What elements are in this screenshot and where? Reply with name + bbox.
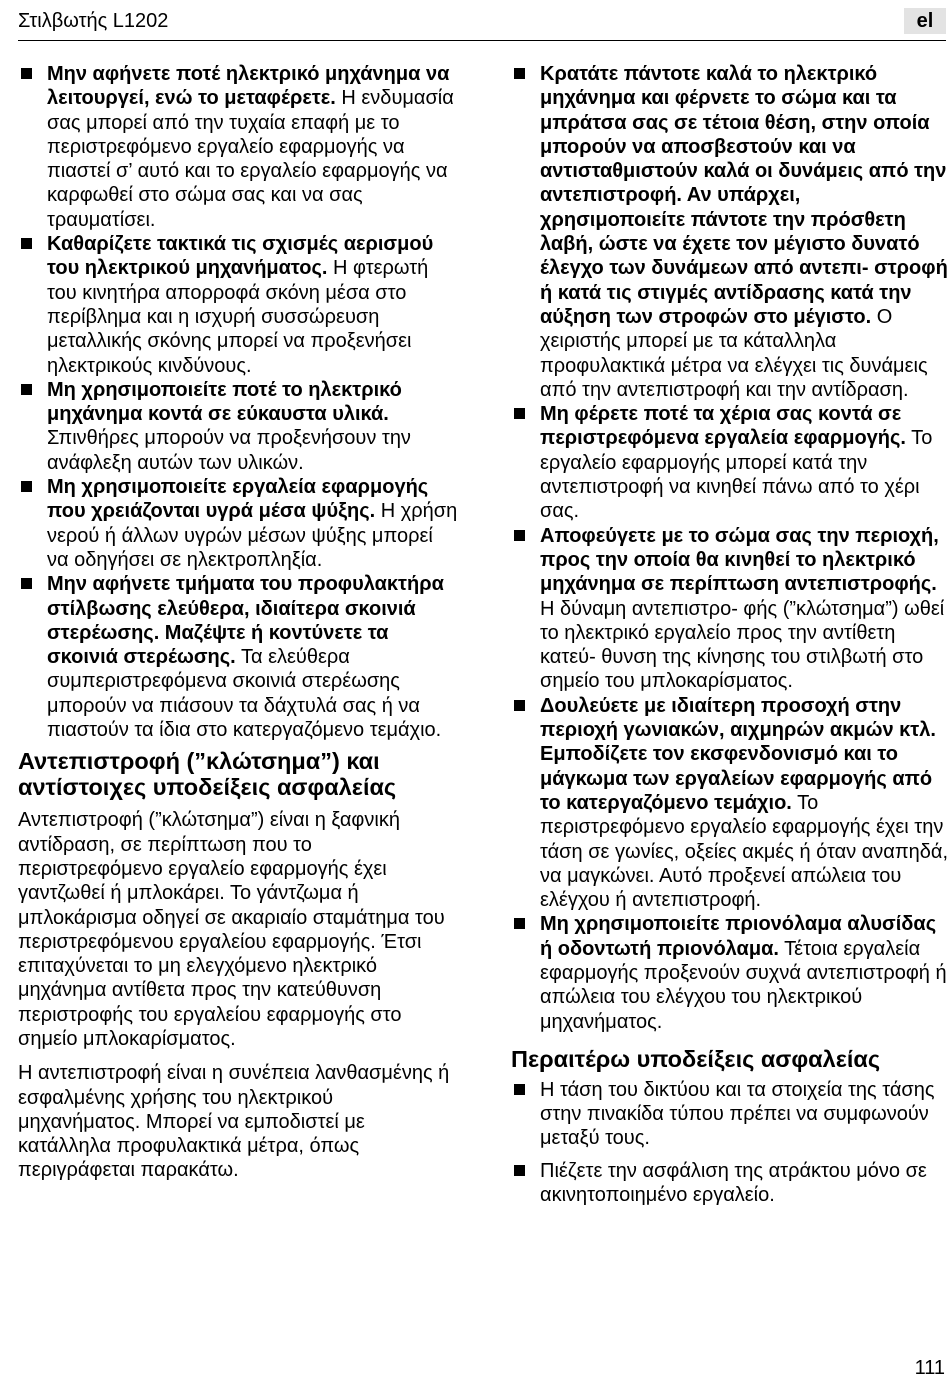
safety-item [511, 62, 949, 402]
kickback-paragraph: Η αντεπιστροφή είναι η συνέπεια λανθασμένης ή εσφαλμένης χρήσης του ηλεκτρικού μηχανήματος. Μπορεί να εμποδιστεί με κατάλληλα προφυλακτικά μέτρα, όπως περιγράφεται παρακάτω. [18, 1062, 450, 1182]
left-column [18, 62, 458, 1193]
safety-item-text: Το εργαλείο εφαρμογής μπορεί κατά την αντεπιστροφή να κινηθεί πάνω από το χέρι σας. [540, 427, 933, 523]
further-safety-text: Πιέζετε την ασφάλιση της ατράκτου μόνο σε ακινητοποιημένο εργαλείο. [540, 1159, 927, 1207]
square-bullet-icon [21, 68, 32, 79]
safety-item [18, 378, 458, 475]
page-header [18, 6, 946, 41]
safety-item [511, 912, 949, 1033]
square-bullet-icon [21, 578, 32, 589]
square-bullet-icon [514, 918, 525, 929]
safety-item-text: Η φτερωτή του κινητήρα απορροφά σκόνη μέσα στο περίβλημα και η ισχυρή συσσώρευση μεταλλικής σκόνης μπορεί να προξενήσει ηλεκτρικούς κινδύνους. [47, 257, 429, 377]
safety-item-text: Τα ελεύθερα συμπεριστρεφόμενα σκοινιά στερέωσης μπορούν να πιάσουν τα δάχτυλά σας ή να πιαστούν τα ίδια στο κατεργαζόμενο τεμάχιο. [47, 646, 442, 742]
safety-item-text: Η ενδυμασία σας μπορεί από την τυχαία επαφή με το περιστρεφόμενο εργαλείο εφαρμογής να πιαστεί σ’ αυτό και το εργαλείο εφαρμογής να καρφωθεί στο σώμα σας και να σας τραυματίσει. [47, 87, 454, 231]
square-bullet-icon [21, 384, 32, 395]
safety-item-text: Το περιστρεφόμενο εργαλείο εφαρμογής έχει την τάση σε γωνίες, οξείες ακμές ή όταν αναπηδά, να μαγκώνει. Αυτό προξενεί απώλεια του ελέγχου ή αντεπιστροφή. [540, 791, 949, 912]
safety-item-heading: Μη χρησιμοποιείτε πριονόλαμα αλυσίδας ή οδοντωτή πριονόλαμα. [540, 913, 937, 960]
square-bullet-icon [21, 238, 32, 249]
safety-item [18, 62, 458, 232]
safety-item-heading: Αποφεύγετε με το σώμα σας την περιοχή, προς την οποία θα κινηθεί το ηλεκτρικό μηχάνημα σε περίπτωση αντεπιστροφής. [540, 524, 939, 596]
safety-item [18, 475, 458, 572]
safety-item-heading: Μη χρησιμοποιείτε ποτέ το ηλεκτρικό μηχάνημα κοντά σε εύκαυστα υλικά. [47, 378, 402, 426]
language-badge: el [904, 8, 946, 34]
square-bullet-icon [514, 408, 525, 419]
safety-item-heading: Κρατάτε πάντοτε καλά το ηλεκτρικό μηχάνημα και φέρνετε το σώμα και τα μπράτσα σας σε τέτοια θέση, στην οποία μπορούν να αποσβεστούν και να αντισταθμιστούν καλά οι δυνάμεις από την αντεπιστροφή. Αν υπάρχει, χρησιμοποιείτε πάντοτε την πρόσθετη λαβή, ώστε να έχετε τον μέγιστο δυνατό έλεγχο των δυνάμεων από αντεπι- στροφή ή κατά τις στιγμές αντίδρασης κατά την αύξηση των στροφών στο μέγιστο. [540, 63, 948, 328]
further-safety-heading: Περαιτέρω υποδείξεις ασφαλείας [511, 1045, 881, 1072]
safety-item-text: Ο χειριστής μπορεί με τα κάταλληλα προφυλακτικά μέτρα να ελέγχει τις δυνάμεις από την αντεπιστροφή και την αντίδραση. [540, 305, 928, 401]
square-bullet-icon [514, 700, 525, 711]
safety-item-text: Σπινθήρες μπορούν να προξενήσουν την ανάφλεξη αυτών των υλικών. [47, 427, 411, 474]
square-bullet-icon [514, 1165, 525, 1176]
document-title: Στιλβωτής L1202 [18, 10, 169, 32]
safety-item-text: Η χρήση νερού ή άλλων υγρών μέσων ψύξης μπορεί να οδηγήσει σε ηλεκτροπληξία. [47, 500, 458, 571]
kickback-paragraph: Αντεπιστροφή (”κλώτσημα”) είναι η ξαφνική αντίδραση, σε περίπτωση που το περιστρεφόμενο εργαλείο εφαρμογής έχει γαντζωθεί ή μπλοκάρει. Το γάντζωμα ή μπλοκάρισμα οδηγεί σε ακαριαίο σταμάτημα του περιστρεφόμενου εργαλείου εφαρμογής. Έτσι επιταχύνεται το μη ελεγχόμενο ηλεκτρικό μηχάνημα αντίθετα προς την κατεύθυνση περιστροφής του εργαλείου εφαρμογής στο σημείο μπλοκαρίσματος. [18, 809, 445, 1050]
safety-item [511, 402, 949, 523]
safety-item [511, 524, 949, 694]
kickback-section-heading: Αντεπιστροφή (”κλώτσημα”) και αντίστοιχες υποδείξεις ασφαλείας [18, 748, 397, 801]
safety-item-text: Τέτοια εργαλεία εφαρμογής προξενούν συχνά αντεπιστροφή ή απώλεια του ελέγχου του ηλεκτρικού μηχανήματος. [540, 937, 947, 1033]
right-column [511, 62, 949, 1215]
safety-item-text: Η δύναμη αντεπιστρο- φής (”κλώτσημα”) ωθεί το ηλεκτρικό εργαλείο προς την αντίθετη κατεύ- θυνση της κίνησης του στιλβωτή στο σημείο του μπλοκαρίσματος. [540, 597, 945, 693]
safety-item-heading: Δουλεύετε με ιδιαίτερη προσοχή στην περιοχή γωνιακών, αιχμηρών ακμών κτλ. Εμποδίζετε τον εκσφενδονισμό και το μάγκωμα των εργαλείων εφαρμογής από το κατεργαζόμενο τεμάχιο. [540, 694, 936, 814]
further-safety-item [511, 1159, 949, 1208]
safety-item [18, 232, 458, 378]
safety-item [18, 572, 458, 742]
further-safety-text: Η τάση του δικτύου και τα στοιχεία της τάσης στην πινακίδα τύπου πρέπει να συμφωνούν μεταξύ τους. [540, 1078, 935, 1150]
further-safety-item [511, 1078, 949, 1151]
safety-item [511, 694, 949, 913]
square-bullet-icon [514, 68, 525, 79]
safety-item-heading: Μην αφήνετε ποτέ ηλεκτρικό μηχάνημα να λειτουργεί, ενώ το μεταφέρετε. [47, 63, 450, 110]
safety-item-heading: Μη φέρετε ποτέ τα χέρια σας κοντά σε περιστρεφόμενα εργαλεία εφαρμογής. [540, 403, 906, 450]
square-bullet-icon [514, 1084, 525, 1095]
square-bullet-icon [21, 481, 32, 492]
safety-item-heading: Μη χρησιμοποιείτε εργαλεία εφαρμογής που χρειάζονται υγρά μέσα ψύξης. [47, 476, 429, 523]
safety-item-heading: Καθαρίζετε τακτικά τις σχισμές αερισμού του ηλεκτρικού μηχανήματος. [47, 233, 434, 280]
safety-item-heading: Μην αφήνετε τμήματα του προφυλακτήρα στίλβωσης ελεύθερα, ιδιαίτερα σκοινιά στερέωσης. Μαζέψτε ή κοντύνετε τα σκοινιά στερέωσης. [47, 573, 444, 669]
page-number: 111 [914, 1357, 945, 1379]
square-bullet-icon [514, 530, 525, 541]
